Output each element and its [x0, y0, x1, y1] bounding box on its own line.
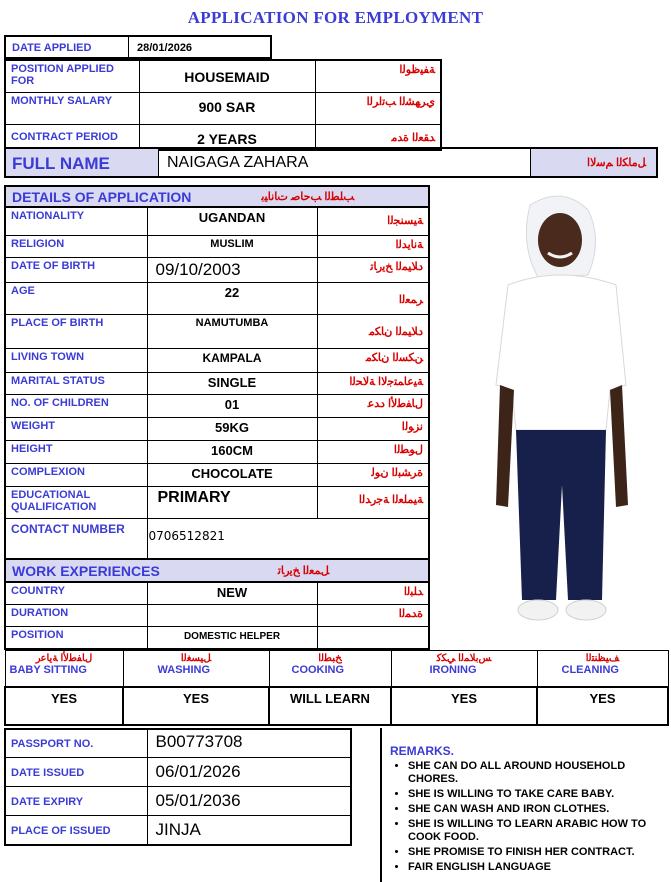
- height-value: 160CM: [147, 441, 317, 464]
- remarks-heading: REMARKS.: [390, 744, 455, 758]
- place-issued-value: JINJA: [147, 815, 351, 845]
- date-expiry-label: DATE EXPIRY: [5, 786, 147, 815]
- complexion-label: COMPLEXION: [5, 464, 147, 487]
- salary-value: 900 SAR: [139, 92, 315, 124]
- skill-cooking-label: COOKING: [291, 664, 345, 676]
- details-heading: [4, 185, 430, 207]
- place-of-birth-label: PLACE OF BIRTH: [5, 315, 147, 349]
- details-table: [4, 207, 430, 560]
- place-of-birth-ar: دﻼﻴﻤﻟا نﺎﻜﻣ: [317, 315, 429, 349]
- skill-cooking-ar: ﺦﺒﻄﻟا: [318, 653, 342, 664]
- marital-status-label: MARITAL STATUS: [5, 373, 147, 395]
- work-heading: [4, 558, 430, 582]
- work-heading-text: WORK EXPERIENCES: [12, 562, 160, 579]
- nationality-ar: ﺔﻴﺴﻨﺠﻟا: [317, 208, 429, 236]
- education-ar: ﺔﻴﻤﻠﻌﻟا ﺔﺟرﺪﻟا: [317, 487, 429, 519]
- date-applied-value: 28/01/2026: [137, 42, 193, 54]
- skill-babysitting-ar: لﺎﻔﻃﻷا ﺔﻳﺎﻋر: [35, 653, 93, 664]
- weight-value: 59KG: [147, 418, 317, 441]
- religion-value: MUSLIM: [147, 236, 317, 258]
- skill-ironing-ar: ﺲﺑﻼﻤﻟا ﻲﻜﻛ: [436, 653, 492, 664]
- contact-label: CONTACT NUMBER: [5, 519, 147, 559]
- living-town-ar: ﻦﻜﺴﻟا نﺎﻜﻣ: [317, 349, 429, 373]
- passport-table: [4, 728, 352, 846]
- full-name-ar: ﻞﻣﺎﻜﻟا ﻢﺳﻻا: [531, 149, 656, 176]
- weight-label: WEIGHT: [5, 418, 147, 441]
- work-position-ar: [317, 627, 429, 649]
- education-value: PRIMARY: [147, 487, 317, 519]
- date-issued-label: DATE ISSUED: [5, 757, 147, 786]
- work-position-label: POSITION: [5, 627, 147, 649]
- passport-no-label: PASSPORT NO.: [5, 729, 147, 757]
- dob-value: 09/10/2003: [147, 258, 317, 283]
- remark-item: • SHE IS WILLING TO LEARN ARABIC HOW TO COOK FOOD.: [408, 818, 671, 844]
- religion-label: RELIGION: [5, 236, 147, 258]
- details-heading-ar: ﺐﻠﻄﻟا ﺐﺣﺎﺻ تﺎﻧﺎﻴﺑ: [261, 191, 355, 203]
- full-name-label: FULL NAME: [6, 149, 159, 176]
- date-expiry-value: 05/01/2036: [147, 786, 351, 815]
- place-issued-label: PLACE OF ISSUED: [5, 815, 147, 845]
- position-ar: ﺔﻔﻴﻇﻮﻟا: [315, 60, 441, 92]
- dob-ar: دﻼﻴﻤﻟا ﺦﻳرﺎﺗ: [317, 258, 429, 283]
- skill-cleaning-head: [537, 651, 668, 687]
- skill-cleaning-ar: ﻒﻴﻈﻨﺘﻟا: [585, 653, 620, 664]
- date-issued-value: 06/01/2026: [147, 757, 351, 786]
- salary-ar: يﺮﻬﺸﻟا ﺐﺗاﺮﻟا: [315, 92, 441, 124]
- skill-cleaning-label: CLEANING: [561, 664, 619, 676]
- skill-ironing-head: [391, 651, 537, 687]
- marital-status-ar: ﺔﻴﻋﺎﻤﺘﺟﻻا ﺔﻟﺎﺤﻟا: [317, 373, 429, 395]
- remark-item: • SHE CAN DO ALL AROUND HOUSEHOLD CHORES.: [408, 760, 671, 786]
- nationality-label: NATIONALITY: [5, 208, 147, 236]
- page-title: APPLICATION FOR EMPLOYMENT: [187, 8, 484, 27]
- marital-status-value: SINGLE: [147, 373, 317, 395]
- remark-item: • SHE PROMISE TO FINISH HER CONTRACT.: [408, 846, 671, 859]
- height-ar: لﻮﻄﻟا: [317, 441, 429, 464]
- living-town-label: LIVING TOWN: [5, 349, 147, 373]
- passport-no-value: B00773708: [147, 729, 351, 757]
- living-town-value: KAMPALA: [147, 349, 317, 373]
- remarks-box: [380, 728, 671, 882]
- work-duration-value: [147, 605, 317, 627]
- skill-washing-head: [123, 651, 269, 687]
- skills-table: [4, 650, 669, 726]
- candidate-figure: [438, 185, 666, 645]
- skill-washing-value: YES: [123, 687, 269, 725]
- remark-item: • FAIR ENGLISH LANGUAGE: [408, 861, 671, 874]
- height-label: HEIGHT: [5, 441, 147, 464]
- skill-cooking-head: [269, 651, 391, 687]
- work-country-value: NEW: [147, 583, 317, 605]
- work-duration-ar: ةﺪﻤﻟا: [317, 605, 429, 627]
- age-label: AGE: [5, 283, 147, 315]
- weight-ar: نزﻮﻟا: [317, 418, 429, 441]
- contract-value: 2 YEARS: [139, 124, 315, 150]
- work-duration-label: DURATION: [5, 605, 147, 627]
- position-value: HOUSEMAID: [139, 60, 315, 92]
- remarks-list: [382, 760, 671, 874]
- position-label: POSITION APPLIED FOR: [5, 60, 139, 92]
- religion-ar: ﺔﻧﺎﻳﺪﻟا: [317, 236, 429, 258]
- work-position-value: DOMESTIC HELPER: [147, 627, 317, 649]
- skill-ironing-value: YES: [391, 687, 537, 725]
- salary-label: MONTHLY SALARY: [5, 92, 139, 124]
- skill-babysitting-head: [5, 651, 123, 687]
- full-name-value: NAIGAGA ZAHARA: [159, 149, 531, 176]
- nationality-value: UGANDAN: [147, 208, 317, 236]
- age-value: 22: [147, 283, 317, 315]
- contact-value: 0706512821: [147, 519, 429, 559]
- dob-label: DATE OF BIRTH: [5, 258, 147, 283]
- education-label: EDUCATIONAL QUALIFICATION: [5, 487, 147, 519]
- work-country-ar: ﺪﻠﺒﻟا: [317, 583, 429, 605]
- details-heading-text: DETAILS OF APPLICATION: [12, 188, 192, 205]
- place-of-birth-value: NAMUTUMBA: [147, 315, 317, 349]
- children-label: NO. OF CHILDREN: [5, 395, 147, 418]
- work-country-label: COUNTRY: [5, 583, 147, 605]
- skill-washing-ar: ﻞﻴﺴﻐﻟا: [180, 653, 212, 664]
- age-ar: ﺮﻤﻌﻟا: [317, 283, 429, 315]
- children-ar: لﺎﻔﻃﻷا دﺪﻋ: [317, 395, 429, 418]
- skill-washing-label: WASHING: [157, 664, 211, 676]
- date-applied-label: DATE APPLIED: [6, 37, 129, 57]
- date-applied-row: [4, 35, 272, 59]
- remark-item: • SHE CAN WASH AND IRON CLOTHES.: [408, 803, 671, 816]
- skill-ironing-label: IRONING: [429, 664, 477, 676]
- complexion-value: CHOCOLATE: [147, 464, 317, 487]
- skill-babysitting-label: BABY SITTING: [9, 664, 87, 676]
- contract-label: CONTRACT PERIOD: [5, 124, 139, 150]
- work-table: [4, 582, 430, 650]
- skill-babysitting-value: YES: [5, 687, 123, 725]
- complexion-ar: ةﺮﺸﺒﻟا نﻮﻟ: [317, 464, 429, 487]
- job-info-table: [4, 59, 442, 151]
- candidate-photo: [438, 185, 666, 645]
- children-value: 01: [147, 395, 317, 418]
- contract-ar: ﺪﻘﻌﻟا ةﺪﻣ: [315, 124, 441, 150]
- skill-cooking-value: WILL LEARN: [269, 687, 391, 725]
- remark-item: • SHE IS WILLING TO TAKE CARE BABY.: [408, 788, 671, 801]
- full-name-row: [4, 147, 658, 178]
- skill-cleaning-value: YES: [537, 687, 668, 725]
- work-heading-ar: ﻞﻤﻌﻟا ﺦﻳرﺎﺗ: [277, 565, 330, 577]
